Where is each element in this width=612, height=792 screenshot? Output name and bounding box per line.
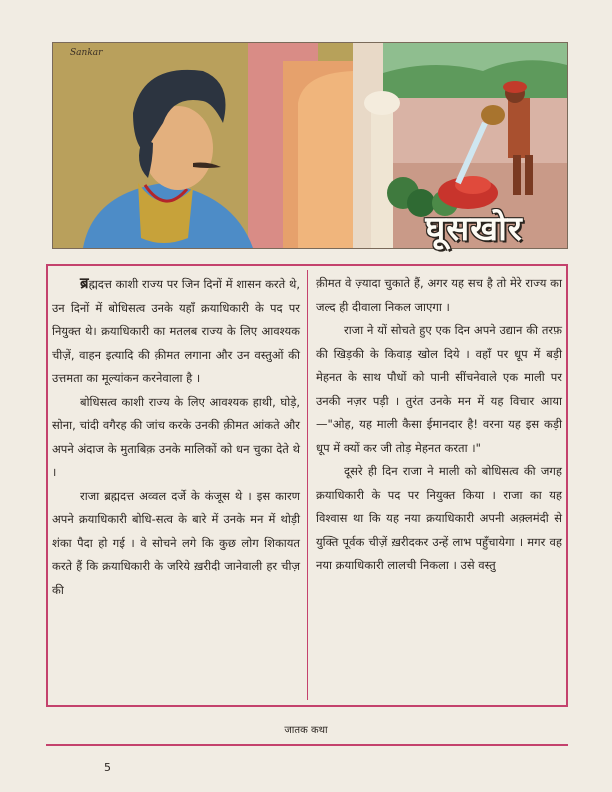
drop-cap: ब्र (80, 274, 89, 292)
paragraph-text: क़ीमत वे ज़्यादा चुकाते हैं, अगर यह सच है तो मेरे राज्य का जल्द ही दीवाला निकल जाएगा । (316, 276, 562, 314)
column-divider (307, 270, 308, 700)
paragraph (316, 460, 562, 578)
footer-rule (46, 744, 568, 746)
paragraph (52, 485, 300, 603)
paragraph-text: राजा ब्रह्मदत्त अव्वल दर्जे के कंजूस थे । इस कारण अपने क्रयाधिकारी बोधि-सत्व के बारे में उनके मन में थोड़ी शंका पैदा हो गई । वे सोचने लगे कि कुछ लोग शिकायत करते हैं कि क्रयाधिकारी के जरिये ख़रीदी जानेवाली हर चीज़ की (52, 488, 300, 597)
artist-signature: Sankar (70, 48, 103, 58)
paragraph (316, 319, 562, 460)
paragraph (316, 272, 562, 319)
paragraph-text: बोधिसत्व काशी राज्य के लिए आवश्यक हाथी, घोड़े, सोना, चांदी वगैरह की जांच करके उनकी क़ीमत आंकते और अपने अंदाज के मुताबिक़ उनके मालिकों को धन चुका देते थे । (52, 394, 300, 479)
right-column (316, 272, 562, 578)
paragraph (52, 272, 300, 391)
paragraph-text: राजा ने यों सोचते हुए एक दिन अपने उद्यान की तरफ़ की खिड़की के किवाड़ खोल दिये । वहाँ पर धूप में बड़ी मेहनत के साथ पौधों को पानी सींचनेवाले एक माली पर उनकी नज़र पड़ी । तुरंत उनके मन में यह विचार आया—"ओह, यह माली कैसा ईमानदार है! वरना यह इस कड़ी धूप में क्यों कर जी तोड़ मेहनत करता ।" (316, 323, 562, 455)
paragraph-text: ह्मदत्त काशी राज्य पर जिन दिनों में शासन करते थे, उन दिनों में बोधिसत्व उनके यहाँ क्रयाधिकारी के पद पर नियुक्त थे। क्रयाधिकारी का मतलब राज्य के लिए आवश्यक चीज़ें, वाहन इत्यादि की क़ीमत लगाना और उन वस्तुओं की उत्तमता का मूल्यांकन करनेवाला है । (52, 277, 300, 385)
left-column (52, 272, 300, 602)
story-title: घूसखोर (425, 209, 523, 249)
paragraph-text: दूसरे ही दिन राजा ने माली को बोधिसत्व की जगह क्रयाधिकारी के पद पर नियुक्त किया । राजा का यह विश्वास था कि यह नया क्रयाधिकारी अपनी अक़्लमंदी से युक्ति पूर्वक चीज़ें ख़रीदकर उन्हें लाभ पहुँचायेगा । मगर वह नया क्रयाधिकारी लालची निकला । उसे वस्तु (316, 464, 562, 572)
paragraph (52, 391, 300, 485)
page-number: 5 (104, 761, 111, 774)
series-title: जातक कथा (284, 725, 328, 736)
